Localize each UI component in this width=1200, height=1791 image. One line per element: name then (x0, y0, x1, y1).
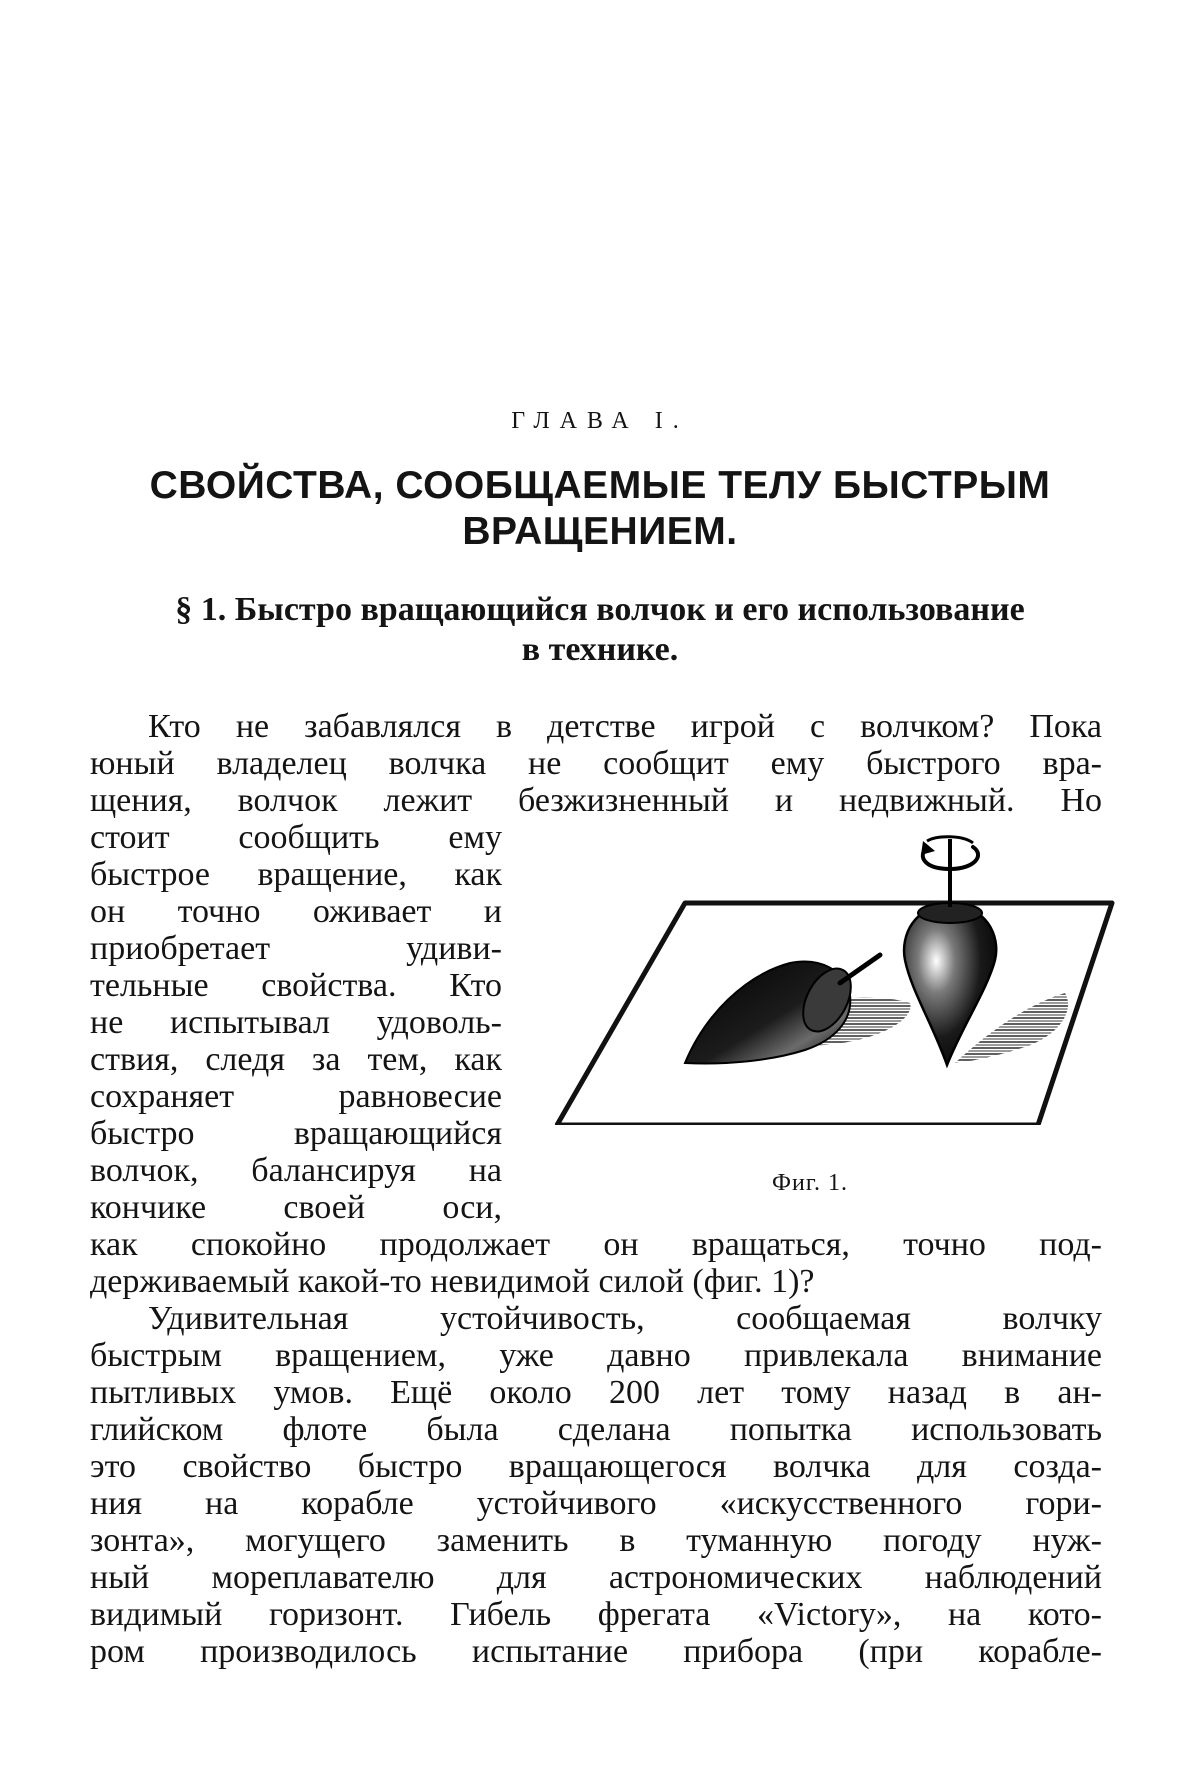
text-line: ром производилось испытание прибора (при корабле- (90, 1633, 1102, 1670)
section-title-line-1: § 1. Быстро вращающийся волчок и его использование (175, 591, 1025, 628)
chapter-title (100, 463, 1100, 555)
text-line: тельные свойства. Кто (90, 967, 502, 1004)
chapter-label: ГЛАВА I. (511, 408, 689, 434)
text-line: ный мореплавателю для астрономических наблюдений (90, 1559, 1102, 1596)
text-line: сохраняет равновесие (90, 1078, 502, 1115)
figure-caption: Фиг. 1. (772, 1170, 848, 1196)
text-line: волчок, балансируя на (90, 1152, 502, 1189)
text-line: быстро вращающийся (90, 1115, 502, 1152)
section-title-line-2: в технике. (521, 631, 679, 668)
text-line: Кто не забавлялся в детстве игрой с волчком? Пока (148, 708, 1102, 745)
text-line: он точно оживает и (90, 893, 502, 930)
text-line: это свойство быстро вращающегося волчка для созда- (90, 1448, 1102, 1485)
text-line: стоит сообщить ему (90, 819, 502, 856)
text-line: не испытывал удоволь- (90, 1004, 502, 1041)
section-title (90, 590, 1110, 670)
text-line: Удивительная устойчивость, сообщаемая волчку (148, 1300, 1102, 1337)
text-line: быстрое вращение, как (90, 856, 502, 893)
text-line: ствия, следя за тем, как (90, 1041, 502, 1078)
text-line: пытливых умов. Ещё около 200 лет тому назад в ан- (90, 1374, 1102, 1411)
text-line: как спокойно продолжает он вращаться, точно под- (90, 1226, 1102, 1263)
spinning-top-illustration (555, 825, 1115, 1125)
text-line: быстрым вращением, уже давно привлекала внимание (90, 1337, 1102, 1374)
text-line: держиваемый какой-то невидимой силой (фиг. 1)? (90, 1263, 815, 1300)
text-line: зонта», могущего заменить в туманную погоду нуж- (90, 1522, 1102, 1559)
spinning-top-figure (555, 825, 1115, 1125)
chapter-title-line-2: ВРАЩЕНИЕМ. (462, 510, 738, 553)
chapter-title-line-1: СВОЙСТВА, СООБЩАЕМЫЕ ТЕЛУ БЫСТРЫМ (149, 464, 1051, 507)
text-line: ния на корабле устойчивого «искусственного гори- (90, 1485, 1102, 1522)
text-line: глийском флоте была сделана попытка использовать (90, 1411, 1102, 1448)
text-line: видимый горизонт. Гибель фрегата «Victory», на кото- (90, 1596, 1102, 1633)
text-line: приобретает удиви- (90, 930, 502, 967)
text-line: кончике своей оси, (90, 1189, 502, 1226)
text-line: щения, волчок лежит безжизненный и недвижный. Но (90, 782, 1102, 819)
lying-top-axis (840, 955, 880, 983)
text-line: юный владелец волчка не сообщит ему быстрого вра- (90, 745, 1102, 782)
